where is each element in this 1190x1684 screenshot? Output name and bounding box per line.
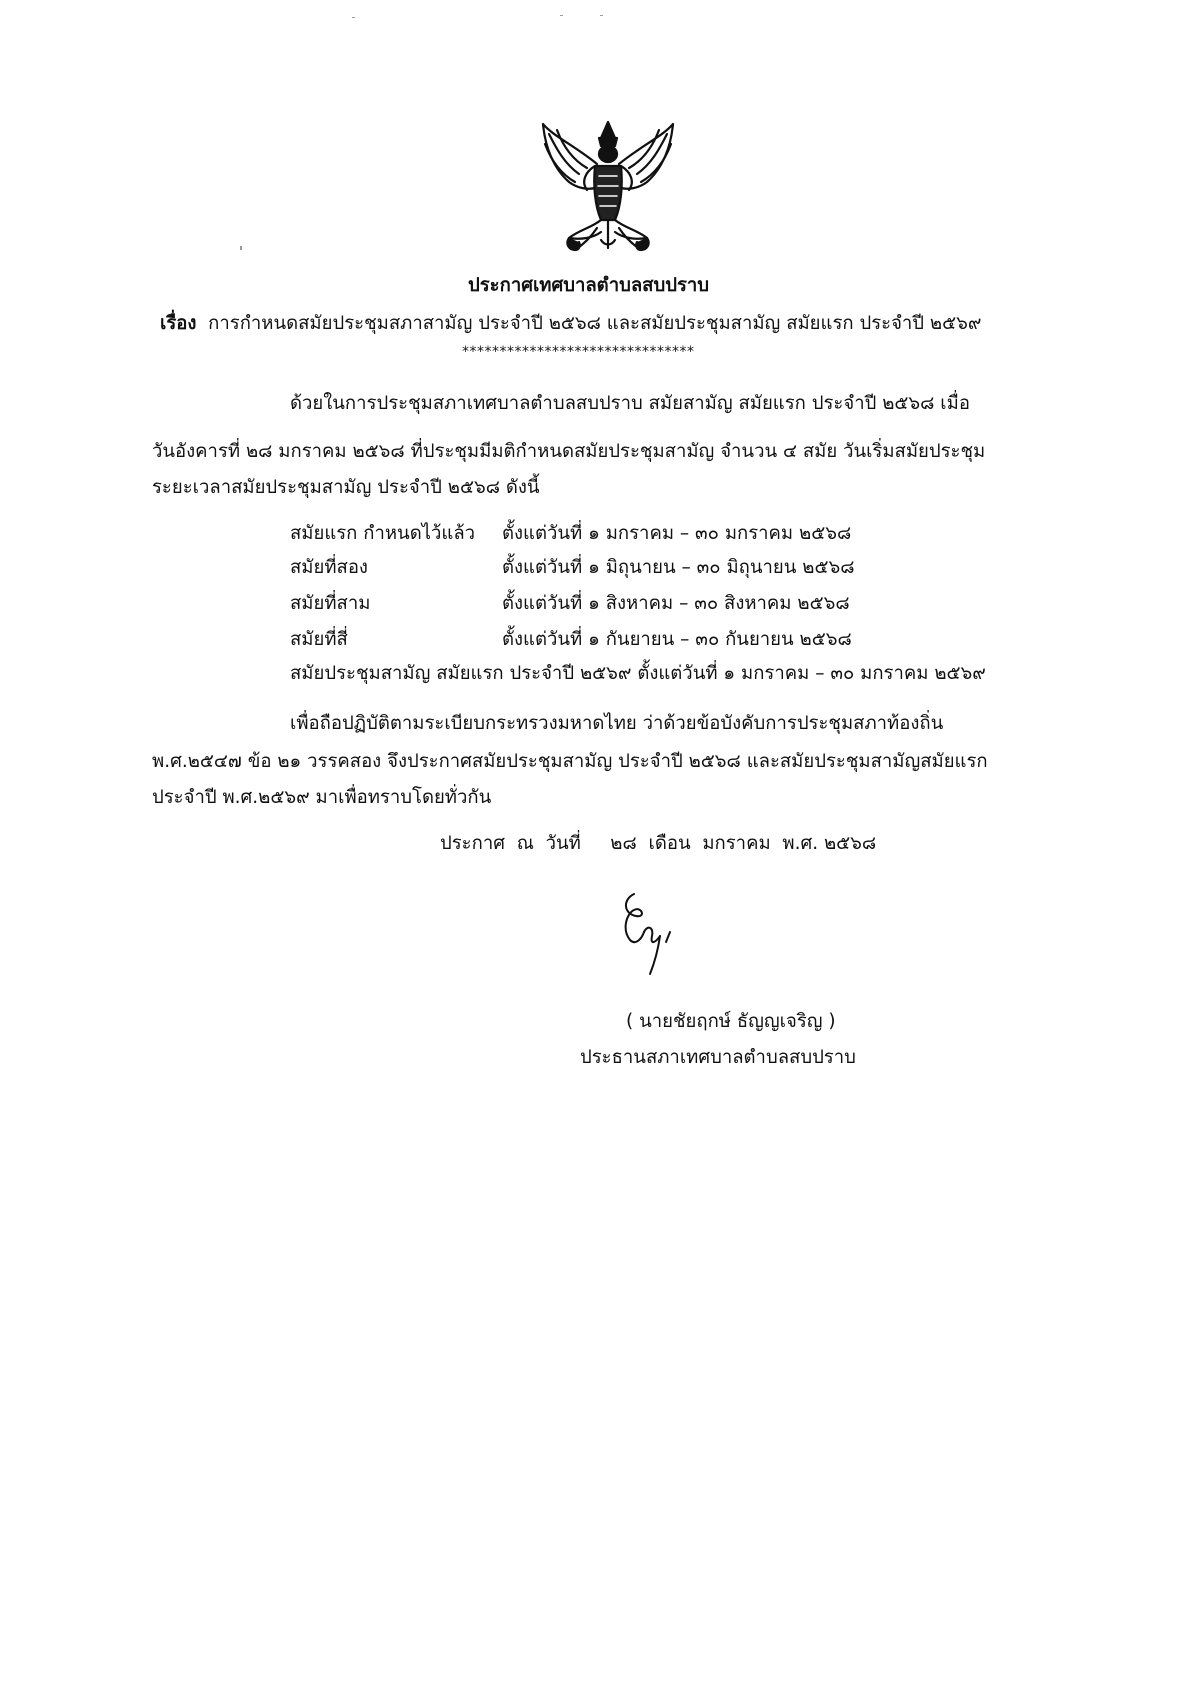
- signature-mark: [612, 880, 702, 980]
- para1-line3: ระยะเวลาสมัยประชุมสามัญ ประจำปี ๒๕๖๘ ดังนี้: [152, 477, 540, 498]
- session-1-label: สมัยแรก กำหนดไว้แล้ว: [290, 523, 476, 544]
- session-3-period: ตั้งแต่วันที่ ๑ สิงหาคม – ๓๐ สิงหาคม ๒๕๖๘: [502, 593, 850, 614]
- para2-line2: พ.ศ.๒๕๔๗ ข้อ ๒๑ วรรคสอง จึงประกาศสมัยประชุมสามัญ ประจำปี ๒๕๖๘ และสมัยประชุมสามัญสมัยแรก: [152, 751, 988, 772]
- session-1-period: ตั้งแต่วันที่ ๑ มกราคม – ๓๐ มกราคม ๒๕๖๘: [502, 523, 852, 544]
- scan-speck: [240, 246, 242, 250]
- signatory-name: ( นายชัยฤกษ์ ธัญญเจริญ ): [626, 1011, 836, 1032]
- session-2-period: ตั้งแต่วันที่ ๑ มิถุนายน – ๓๐ มิถุนายน ๒๕๖๘: [502, 557, 855, 578]
- separator-asterisks: *******************************: [462, 344, 695, 360]
- subject-text: การกำหนดสมัยประชุมสภาสามัญ ประจำปี ๒๕๖๘ และสมัยประชุมสามัญ สมัยแรก ประจำปี ๒๕๖๙: [208, 313, 982, 334]
- para2-line3: ประจำปี พ.ศ.๒๕๖๙ มาเพื่อทราบโดยทั่วกัน: [152, 787, 492, 808]
- scan-speck: [600, 15, 603, 16]
- subject-line: [160, 312, 981, 336]
- scan-speck: [560, 15, 563, 16]
- announcement-title: ประกาศเทศบาลตำบลสบปราบ: [468, 275, 710, 296]
- signatory-position: ประธานสภาเทศบาลตำบลสบปราบ: [580, 1047, 856, 1068]
- para1-line1: ด้วยในการประชุมสภาเทศบาลตำบลสบปราบ สมัยสามัญ สมัยแรก ประจำปี ๒๕๖๘ เมื่อ: [290, 393, 970, 414]
- session-4-period: ตั้งแต่วันที่ ๑ กันยายน – ๓๐ กันยายน ๒๕๖๘: [502, 629, 852, 650]
- para2-line1: เพื่อถือปฏิบัติตามระเบียบกระทรวงมหาดไทย ว่าด้วยข้อบังคับการประชุมสภาท้องถิ่น: [290, 713, 944, 734]
- garuda-emblem-icon: [535, 116, 681, 256]
- scan-speck: [352, 17, 355, 18]
- session-2-label: สมัยที่สอง: [290, 557, 368, 578]
- session-3-label: สมัยที่สาม: [290, 593, 371, 614]
- next-year-session: สมัยประชุมสามัญ สมัยแรก ประจำปี ๒๕๖๙ ตั้งแต่วันที่ ๑ มกราคม – ๓๐ มกราคม ๒๕๖๙: [290, 663, 986, 684]
- session-4-label: สมัยที่สี่: [290, 629, 348, 650]
- announced-date: ประกาศ ณ วันที่ ๒๘ เดือน มกราคม พ.ศ. ๒๕๖๘: [440, 833, 877, 854]
- para1-line2: วันอังคารที่ ๒๘ มกราคม ๒๕๖๘ ที่ประชุมมีมติกำหนดสมัยประชุมสามัญ จำนวน ๔ สมัย วันเริ่มสมัยประชุม: [152, 441, 986, 462]
- subject-label: เรื่อง: [160, 313, 197, 334]
